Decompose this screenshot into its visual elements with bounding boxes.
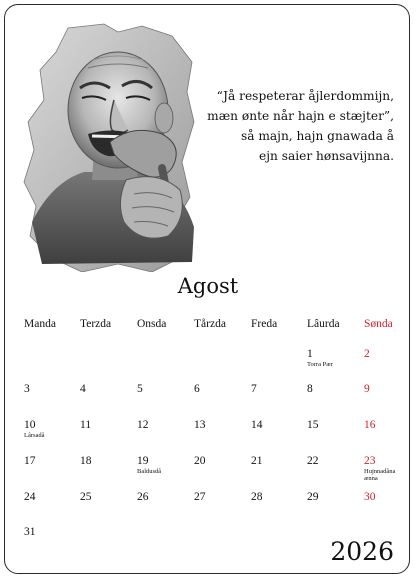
calendar-day (80, 491, 92, 503)
day-number: 1 (307, 348, 313, 360)
day-number: 4 (80, 383, 86, 395)
day-number: 6 (194, 383, 200, 395)
day-number: 24 (24, 491, 36, 503)
weekday-header: Lâurda (307, 318, 340, 330)
day-number: 9 (364, 383, 370, 395)
calendar-day (80, 455, 92, 467)
day-number: 19 (137, 455, 149, 467)
calendar-day (194, 419, 206, 431)
calendar-day (251, 491, 263, 503)
weekday-header: Freda (251, 318, 278, 330)
calendar-day (137, 455, 161, 475)
day-number: 31 (24, 526, 36, 538)
day-number: 30 (364, 491, 376, 503)
calendar-day (24, 455, 36, 467)
day-number: 27 (194, 491, 206, 503)
calendar-day (364, 419, 376, 431)
calendar-day (24, 419, 45, 439)
man-eating-chicken-illustration (22, 22, 200, 272)
year-label: 2026 (330, 537, 394, 566)
calendar-day (137, 491, 149, 503)
month-title: Agost (177, 274, 239, 298)
calendar-day (364, 455, 396, 482)
day-number: 29 (307, 491, 319, 503)
calendar-day (24, 491, 36, 503)
quote-text (184, 86, 394, 166)
calendar-day (137, 419, 149, 431)
day-note: Baldusdå (137, 468, 162, 475)
calendar-day (80, 419, 91, 431)
weekday-header: Manda (24, 318, 56, 330)
day-number: 21 (251, 455, 263, 467)
day-note: Hujnnadåna ænna (364, 468, 396, 482)
day-number: 7 (251, 383, 257, 395)
day-number: 15 (307, 419, 319, 431)
day-number: 16 (364, 419, 376, 431)
calendar-day (307, 383, 313, 395)
day-number: 13 (194, 419, 206, 431)
day-number: 23 (364, 455, 376, 467)
calendar-day (194, 383, 200, 395)
weekday-header: Terzda (80, 318, 112, 330)
day-number: 11 (80, 419, 92, 431)
calendar-day (251, 383, 257, 395)
day-number: 12 (137, 419, 149, 431)
day-number: 26 (137, 491, 149, 503)
calendar-day (307, 455, 319, 467)
calendar-day (307, 419, 319, 431)
day-number: 2 (364, 348, 370, 360)
calendar-day (137, 383, 143, 395)
day-note: Lârsadå (24, 432, 45, 439)
weekday-header: Sønda (364, 318, 393, 330)
day-number: 28 (251, 491, 263, 503)
calendar-day (307, 491, 319, 503)
calendar-day (364, 348, 370, 360)
calendar-day (194, 491, 206, 503)
day-number: 3 (24, 383, 30, 395)
day-number: 14 (251, 419, 263, 431)
calendar-day (80, 383, 86, 395)
day-note: Torra Pær (307, 361, 333, 368)
day-number: 17 (24, 455, 36, 467)
calendar-day (251, 419, 263, 431)
calendar-day (364, 383, 370, 395)
calendar-day (194, 455, 206, 467)
weekday-header: Tårzda (194, 318, 226, 330)
calendar-day (307, 348, 333, 368)
day-number: 22 (307, 455, 319, 467)
day-number: 5 (137, 383, 143, 395)
weekday-header: Onsda (137, 318, 167, 330)
calendar-day (364, 491, 376, 503)
calendar-day (24, 383, 30, 395)
quote-line: mæn ønte når hajn e stæjter”, (207, 109, 394, 123)
day-number: 18 (80, 455, 92, 467)
calendar-day (251, 455, 263, 467)
quote-line: ejn saier hønsavijnna. (258, 149, 394, 163)
day-number: 8 (307, 383, 313, 395)
calendar-day (24, 526, 36, 538)
day-number: 25 (80, 491, 92, 503)
day-number: 10 (24, 419, 36, 431)
quote-line: så majn, hajn gnawada å (240, 129, 394, 143)
quote-line: “Jå respeterar åjlerdommijn, (216, 89, 394, 103)
day-number: 20 (194, 455, 206, 467)
